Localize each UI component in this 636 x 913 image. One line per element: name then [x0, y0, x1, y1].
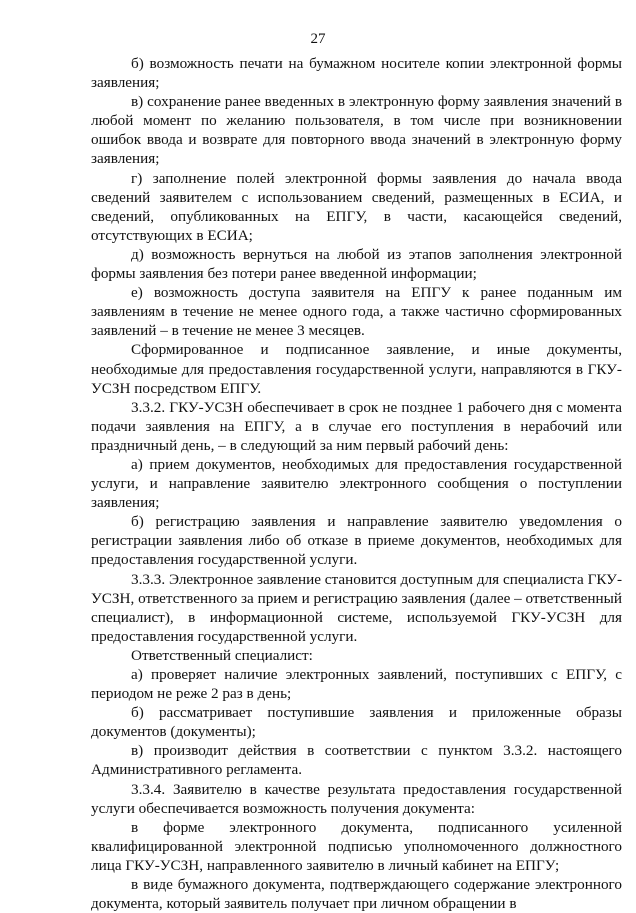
paragraph-3-3-3: 3.3.3. Электронное заявление становится доступным для специалиста ГКУ-УСЗН, ответственного за прием и регистрацию заявления (далее – ответственный специалист), в информационной системе, используемой ГКУ-УСЗН для предоставления государственной услуги. [91, 570, 622, 645]
paragraph-b-reviews: б) рассматривает поступившие заявления и приложенные образы документов (документы); [91, 704, 622, 741]
paragraph-d-return-stage: д) возможность вернуться на любой из этапов заполнения электронной формы заявления без потери ранее введенной информации; [91, 245, 622, 283]
paragraph-b-print-copy: б) возможность печати на бумажном носителе копии электронной формы заявления; [91, 55, 622, 92]
paragraph-v-save-values: в) сохранение ранее введенных в электронную форму заявления значений в любой момент по желанию пользователя, в том числе при возникновении ошибок ввода и возврате для повторного ввода значений в электронную форму заявления; [91, 93, 622, 168]
paragraph-3-3-2: 3.3.2. ГКУ-УСЗН обеспечивает в срок не позднее 1 рабочего дня с момента подачи заявления на ЕПГУ, а в случае его поступления в нерабочий или праздничный день, – в следующий за ним первый рабочий день: [91, 398, 622, 454]
paragraph-a-checks: а) проверяет наличие электронных заявлений, поступивших с ЕПГУ, с периодом не реже 2 раз в день; [91, 666, 622, 703]
paragraph-b-registration: б) регистрацию заявления и направление заявителю уведомления о регистрации заявления либо об отказе в приеме документов, необходимых для предоставления государственной услуги. [91, 513, 622, 569]
document-body [91, 54, 622, 913]
paragraph-3-3-4: 3.3.4. Заявителю в качестве результата предоставления государственной услуги обеспечивается возможность получения документа: [91, 780, 622, 817]
paragraph-submission: Сформированное и подписанное заявление, и иные документы, необходимые для предоставления государственной услуги, направляются в ГКУ-УСЗН посредством ЕПГУ. [91, 341, 622, 397]
paragraph-responsible-specialist: Ответственный специалист: [131, 646, 313, 664]
paragraph-g-autofill: г) заполнение полей электронной формы заявления до начала ввода сведений заявителем с использованием сведений, размещенных в ЕСИА, и сведений, опубликованных на ЕПГУ, в части, касающейся сведений, отсутствующих в ЕСИА; [91, 169, 622, 244]
paragraph-e-access-applications: е) возможность доступа заявителя на ЕПГУ к ранее поданным им заявлениям в течение не менее одного года, а также частично сформированных заявлений – в течение не менее 3 месяцев. [91, 284, 622, 340]
page-number: 27 [310, 31, 326, 47]
paragraph-paper-form: в виде бумажного документа, подтверждающего содержание электронного документа, который заявитель получает при личном обращении в [91, 876, 622, 913]
paragraph-electronic-form: в форме электронного документа, подписанного усиленной квалифицированной электронной подписью уполномоченного должностного лица ГКУ-УСЗН, направленного заявителю в личный кабинет на ЕПГУ; [91, 818, 622, 874]
paragraph-v-actions: в) производит действия в соответствии с пунктом 3.3.2. настоящего Административного регламента. [91, 742, 622, 779]
paragraph-a-reception: а) прием документов, необходимых для предоставления государственной услуги, и направление заявителю электронного сообщения о поступлении заявления; [91, 455, 622, 512]
